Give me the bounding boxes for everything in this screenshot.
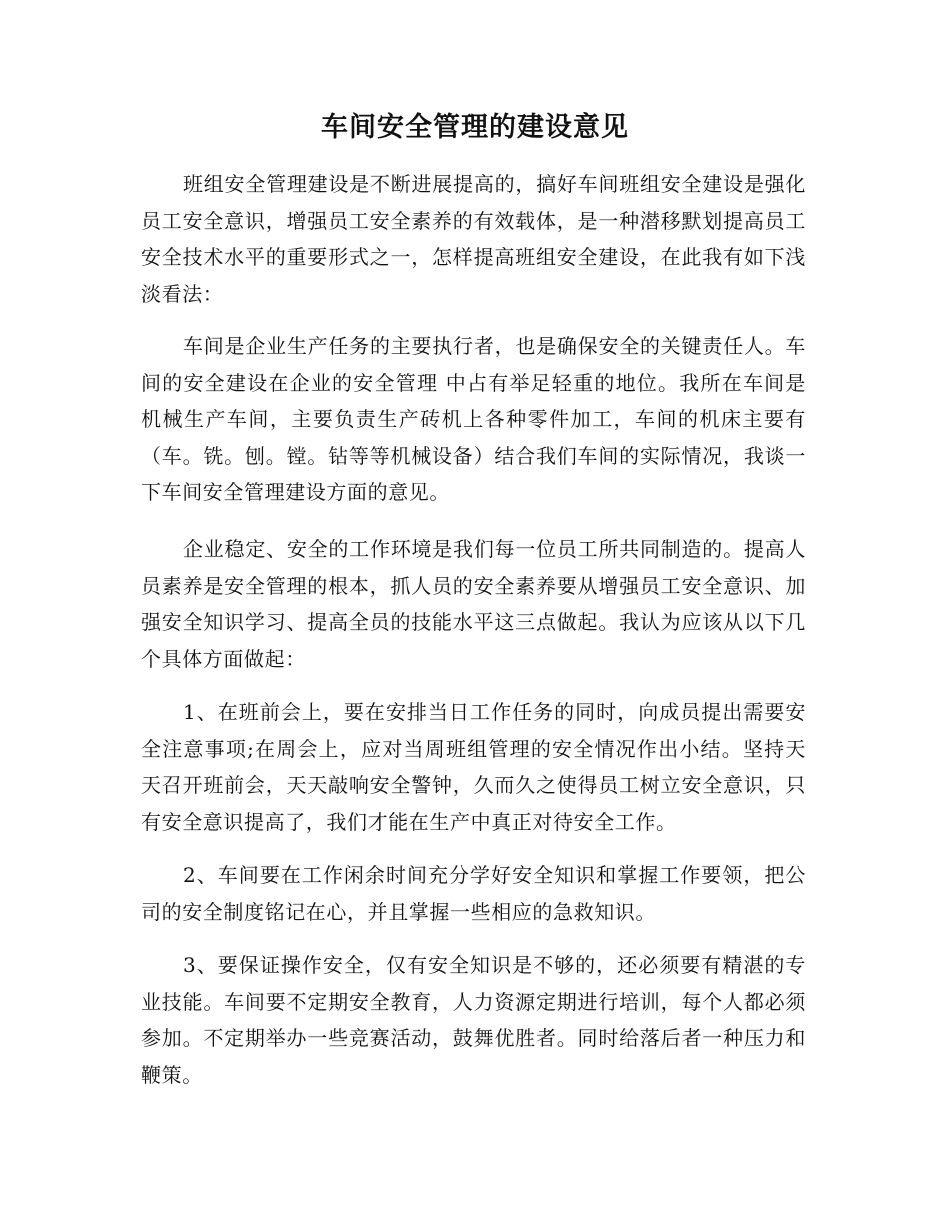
paragraph-point-2: 2、车间要在工作闲余时间充分学好安全知识和掌握工作要领，把公司的安全制度铭记在心，并且掌握一些相应的急救知识。 [141,863,806,924]
paragraph-safety-environment: 企业稳定、安全的工作环境是我们每一位员工所共同制造的。提高人员素养是安全管理的根本，抓人员的安全素养要从增强员工安全意识、加强安全知识学习、提高全员的技能水平这三点做起。我认为应该从以下几个具体方面做起： [141,537,806,671]
paragraph-workshop-role: 车间是企业生产任务的主要执行者，也是确保安全的关键责任人。车间的安全建设在企业的安全管理 中占有举足轻重的地位。我所在车间是机械生产车间，主要负责生产砖机上各种零件加工，车间的机床主要有（车。铣。刨。镗。钻等等机械设备）结合我们车间的实际情况，我谈一下车间安全管理建设方面的意见。 [141,334,806,504]
paragraph-point-1: 1、在班前会上，要在安排当日工作任务的同时，向成员提出需要安全注意事项;在周会上，应对当周班组管理的安全情况作出小结。坚持天天召开班前会，天天敲响安全警钟，久而久之使得员工树立安全意识，只有安全意识提高了，我们才能在生产中真正对待安全工作。 [141,700,806,834]
document-title: 车间安全管理的建设意见 [321,112,629,143]
paragraph-intro: 班组安全管理建设是不断进展提高的，搞好车间班组安全建设是强化员工安全意识，增强员工安全素养的有效载体，是一种潜移默划提高员工安全技术水平的重要形式之一，怎样提高班组安全建设，在此我有如下浅淡看法： [141,172,806,306]
paragraph-point-3: 3、要保证操作安全，仅有安全知识是不够的，还必须要有精湛的专业技能。车间要不定期安全教育，人力资源定期进行培训，每个人都必须参加。不定期举办一些竞赛活动，鼓舞优胜者。同时给落后者一种压力和鞭策。 [141,953,806,1087]
